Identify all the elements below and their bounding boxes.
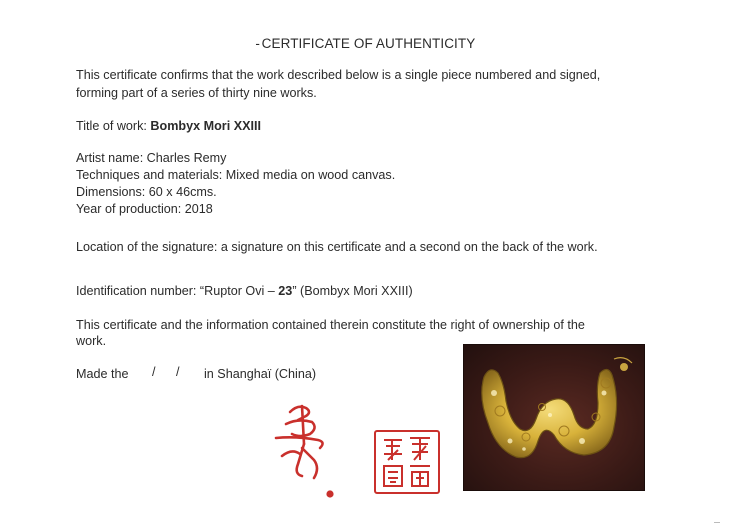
identification-number: [76, 282, 413, 300]
identification-prefix: Identification number: “Ruptor Ovi –: [76, 284, 279, 298]
artwork-photo: [463, 344, 645, 491]
title-of-work: [76, 117, 261, 135]
ownership-line-2: work.: [76, 334, 107, 348]
title-bullet: -: [255, 36, 260, 51]
identification-suffix: ” (Bombyx Mori XXIII): [292, 284, 413, 298]
title-text: CERTIFICATE OF AUTHENTICITY: [261, 36, 476, 51]
artist-signature: [262, 398, 352, 504]
dimensions: Dimensions: 60 x 46cms.: [76, 185, 217, 199]
title-of-work-value: Bombyx Mori XXIII: [150, 119, 261, 133]
made-the-label: Made the: [76, 367, 129, 381]
date-slash-2: /: [176, 365, 180, 379]
intro-line-2: forming part of a series of thirty nine works.: [76, 86, 317, 100]
date-slash-1: /: [152, 365, 156, 379]
scan-mark: [714, 522, 720, 527]
seal-stamp: [374, 430, 440, 494]
ownership-line-1: This certificate and the information contained therein constitute the right of ownership of the: [76, 318, 585, 332]
artist-name: Artist name: Charles Remy: [76, 151, 227, 165]
identification-value: 23: [278, 284, 293, 298]
title-of-work-label: Title of work:: [76, 119, 151, 133]
techniques-materials: Techniques and materials: Mixed media on wood canvas.: [76, 168, 396, 182]
year-of-production: Year of production: 2018: [76, 202, 213, 216]
made-location: in Shanghaï (China): [204, 367, 317, 381]
signature-location: Location of the signature: a signature on this certificate and a second on the back of the work.: [76, 240, 598, 254]
page-title: [0, 36, 730, 51]
artwork-image: [464, 345, 644, 490]
intro-line-1: This certificate confirms that the work described below is a single piece numbered and signed,: [76, 68, 601, 82]
